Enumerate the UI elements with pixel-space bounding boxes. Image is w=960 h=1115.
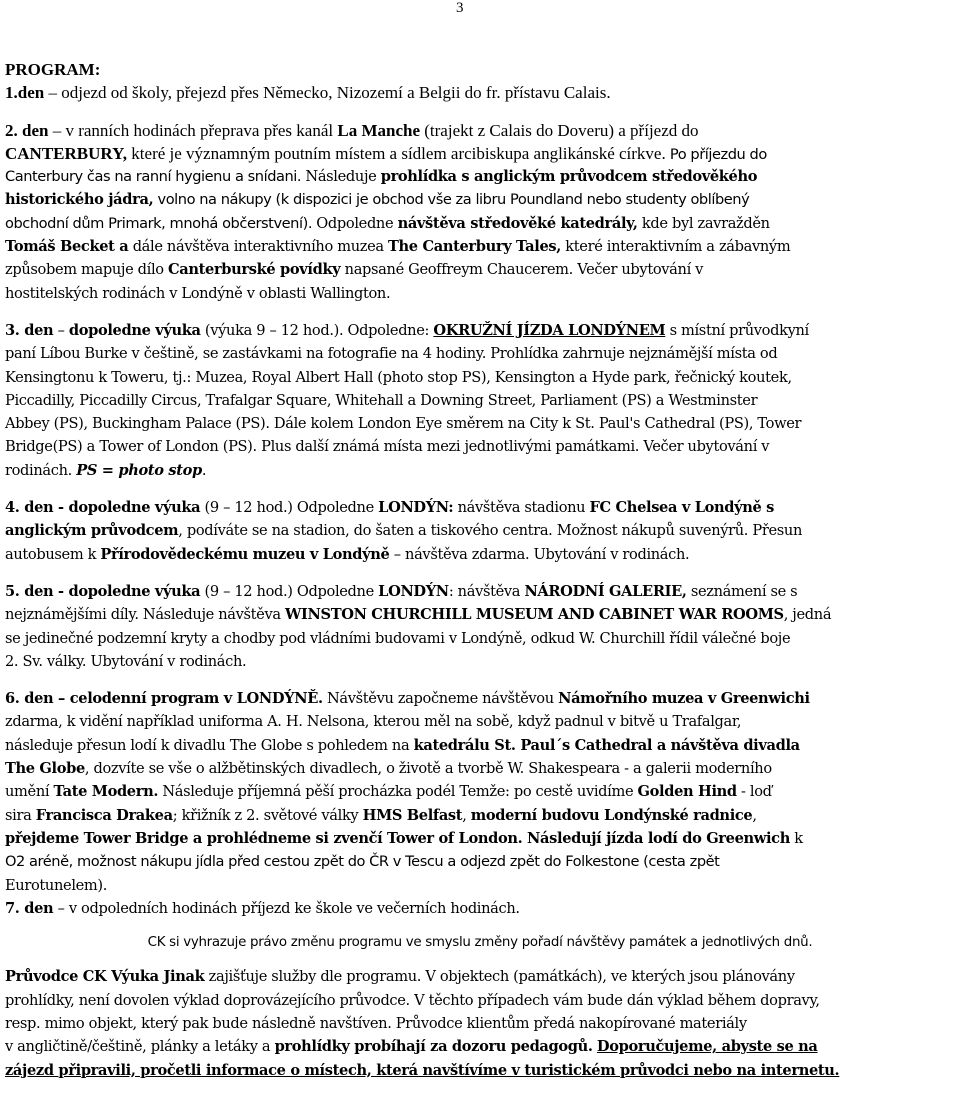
day-6-line-6: sira Francisca Drakea; křižník z 2. světové války HMS Belfast, moderní budovu Londýnské radnice, <box>5 806 757 824</box>
day-3-line-3: Kensingtonu k Toweru, tj.: Muzea, Royal Albert Hall (photo stop PS), Kensington a Hyde park, řečnický koutek, <box>5 368 792 386</box>
day-1-line: 1.den – odjezd od školy, přejezd přes Německo, Nizozemí a Belgii do fr. přístavu Calais. <box>5 83 611 103</box>
day-3-line-2: paní Líbou Burke v češtině, se zastávkami na fotografie na 4 hodiny. Prohlídka zahrnuje nejznámější místa od <box>5 345 778 363</box>
program-heading: PROGRAM: <box>5 60 101 79</box>
day-6-line-5: umění Tate Modern. Následuje příjemná pěší procházka podél Temže: po cestě uvidíme Golden Hind - loď <box>5 783 772 801</box>
day-4-line-3: autobusem k Přírodovědeckému muzeu v Londýně – návštěva zdarma. Ubytování v rodinách. <box>5 545 690 563</box>
day-6-line-7: přejdeme Tower Bridge a prohlédneme si zvenčí Tower of London. Následují jízda lodí do Greenwich k <box>5 829 803 847</box>
guide-line-4: v angličtině/češtině, plánky a letáky a prohlídky probíhají za dozoru pedagogů. Doporučujeme, abyste se na <box>5 1038 818 1056</box>
day-6-line-3: následuje přesun lodí k divadlu The Globe s pohledem na katedrálu St. Paul´s Cathedral a návštěva divadla <box>5 736 800 754</box>
day-6-line-1: 6. den – celodenní program v LONDÝNĚ. Návštěvu započneme návštěvou Námořního muzea v Greenwichi <box>5 690 810 708</box>
day-3-line-1: 3. den – dopoledne výuka (výuka 9 – 12 hod.). Odpoledne: OKRUŽNÍ JÍZDA LONDÝNEM s místní průvodkyní <box>5 321 809 339</box>
day-5-line-2: nejznámějšími díly. Následuje návštěva WINSTON CHURCHILL MUSEUM AND CABINET WAR ROOMS, jedná <box>5 606 832 624</box>
guide-line-1: Průvodce CK Výuka Jinak zajišťuje služby dle programu. V objektech (památkách), ve kterých jsou plánovány <box>5 968 795 986</box>
day-7-line: 7. den – v odpoledních hodinách příjezd ke škole ve večerních hodinách. <box>5 899 520 917</box>
day-1-text: – odjezd od školy, přejezd přes Německo, Nizozemí a Belgii do fr. přístavu Calais. <box>44 83 611 103</box>
page-number: 3 <box>456 0 464 16</box>
day-2-line-4: historického jádra, volno na nákupy (k dispozici je obchod vše za libru Poundland nebo studenty oblíbený <box>5 191 750 209</box>
day-2-line-3: Canterbury čas na ranní hygienu a snídani. Následuje prohlídka s anglickým průvodcem středověkého <box>5 168 758 186</box>
day-2-intro: 2. den – v ranních hodinách přeprava přes kanál La Manche (trajekt z Calais do Doveru) a příjezd do <box>5 120 699 140</box>
day-3-line-7: rodinách. PS = photo stop. <box>5 461 207 479</box>
day-6-line-8: O2 aréně, možnost nákupu jídla před cestou zpět do ČR v Tescu a odjezd zpět do Folkestone (cesta zpět <box>5 853 720 871</box>
day-2-line-1 <box>5 119 955 142</box>
day-2-line-6: Tomáš Becket a dále návštěva interaktivního muzea The Canterbury Tales, které interaktivním a zábavným <box>5 238 791 256</box>
day-3-line-5: Abbey (PS), Buckingham Palace (PS). Dále kolem London Eye směrem na City k St. Paul's Cathedral (PS), Tower <box>5 415 802 433</box>
program-change-notice: CK si vyhrazuje právo změnu programu ve smyslu změny pořadí návštěvy památek a jednotlivých dnů. <box>147 935 813 951</box>
day-4-line-1: 4. den - dopoledne výuka (9 – 12 hod.) Odpoledne LONDÝN: návštěva stadionu FC Chelsea v Londýně s <box>5 499 775 517</box>
day-3-line-4: Piccadilly, Piccadilly Circus, Trafalgar Square, Whitehall a Downing Street, Parliament (PS) a Westminster <box>5 391 758 409</box>
day-5-line-1: 5. den - dopoledne výuka (9 – 12 hod.) Odpoledne LONDÝN: návštěva NÁRODNÍ GALERIE, seznámení se s <box>5 582 798 600</box>
day-2-line-5: obchodní dům Primark, mnohá občerstvení). Odpoledne návštěva středověké katedrály, kde byl zavražděn <box>5 214 770 232</box>
day-3-line-6: Bridge(PS) a Tower of London (PS). Plus další známá místa mezi jednotlivými památkami. Večer ubytování v <box>5 438 770 456</box>
guide-line-2: prohlídky, není dovolen výklad doprovázejícího průvodce. V těchto případech vám bude dán výklad během dopravy, <box>5 991 820 1009</box>
day-5-line-3: se jedinečné podzemní kryty a chodby pod vládními budovami v Londýně, odkud W. Churchill řídil válečné boje <box>5 629 791 647</box>
day-2-line-8: hostitelských rodinách v Londýně v oblasti Wallington. <box>5 284 391 302</box>
day-6-line-2: zdarma, k vidění například uniforma A. H. Nelsona, kterou měl na sobě, když padnul v bitvě u Trafalgar, <box>5 713 742 731</box>
day-6-line-4: The Globe, dozvíte se vše o alžbětinských divadlech, o životě a tvorbě W. Shakespeara - a galerii moderního <box>5 760 772 778</box>
day-4-line-2: anglickým průvodcem, podíváte se na stadion, do šaten a tiskového centra. Možnost nákupů suvenýrů. Přesun <box>5 522 803 540</box>
day-2-line-2: CANTERBURY, které je významným poutním místem a sídlem arcibiskupa anglikánské církve. Po příjezdu do <box>5 143 767 163</box>
day-2-line-7: způsobem mapuje dílo Canterburské povídky napsané Geoffreym Chaucerem. Večer ubytování v <box>5 261 704 279</box>
day-6-line-9: Eurotunelem). <box>5 876 108 894</box>
guide-line-3: resp. mimo objekt, který pak bude následně navštíven. Průvodce klientům předá nakopírované materiály <box>5 1014 747 1032</box>
guide-line-5: zájezd připravili, pročetli informace o místech, která navštívíme v turistickém průvodci nebo na internetu. <box>5 1061 840 1079</box>
canterbury-line: CANTERBURY, které je významným poutním místem a sídlem arcibiskupa anglikánské církve. <box>5 143 666 163</box>
day-5-line-4: 2. Sv. války. Ubytování v rodinách. <box>5 652 247 670</box>
program-document <box>5 58 955 1082</box>
